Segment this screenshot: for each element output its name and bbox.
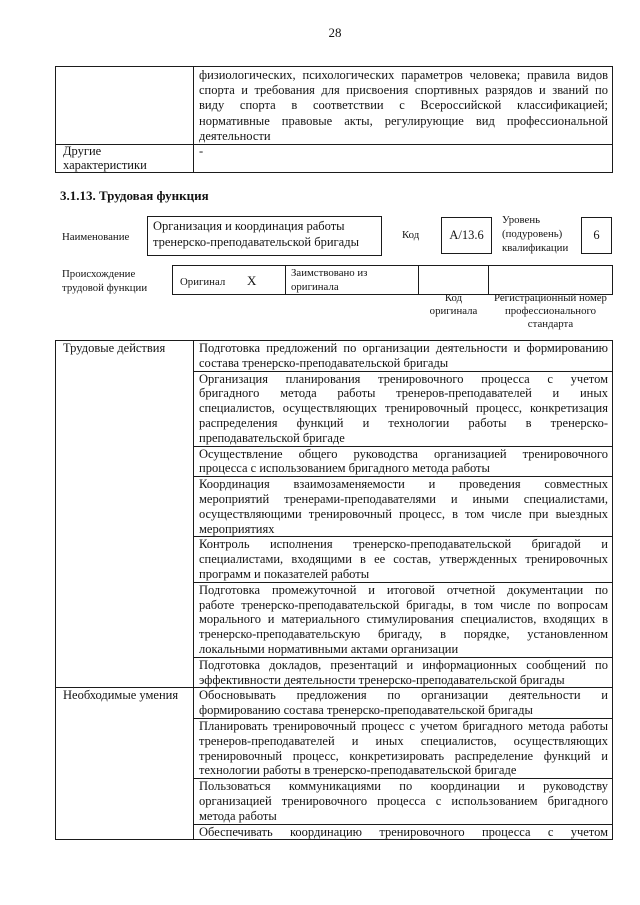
text-line: Происхождение bbox=[62, 268, 136, 280]
text-line: нормативные правовые акты, регулирующие вид профессиональной bbox=[199, 113, 608, 128]
original-code-box bbox=[418, 265, 489, 295]
table-row bbox=[56, 688, 613, 719]
labor-action-item bbox=[194, 477, 613, 537]
labor-function-table bbox=[55, 340, 613, 840]
page-number: 28 bbox=[328, 25, 342, 40]
text-line: Организация и координация работы bbox=[153, 219, 345, 233]
text-line: технологии работы в тренерско-преподавательской бригаде bbox=[199, 763, 517, 778]
skill-item bbox=[194, 688, 613, 719]
text-line: специалистами, входящими в ее состав, утвержденных тренировочных bbox=[199, 552, 608, 567]
other-characteristics-label bbox=[56, 145, 194, 173]
text-line: Код bbox=[444, 292, 463, 304]
required-skills-label: Необходимые умения bbox=[63, 688, 179, 703]
text-line: Координация взаимозаменяемости и проведения совместных bbox=[199, 477, 608, 492]
text-line: Планировать тренировочный процесс с учетом бригадного метода работы bbox=[199, 718, 608, 733]
labor-actions-label: Трудовые действия bbox=[63, 341, 166, 355]
text-line: характеристики bbox=[63, 157, 147, 172]
text-line: организацией тренировочного процесса с использованием бригадного bbox=[199, 793, 608, 808]
original-label: Оригинал bbox=[180, 276, 226, 288]
labor-action-item bbox=[194, 657, 613, 688]
text-line: тренерско-преподавательской бригады bbox=[153, 234, 359, 249]
borrowed-label bbox=[291, 266, 367, 294]
function-code-value: А/13.6 bbox=[449, 228, 484, 242]
text-line: метода работы bbox=[199, 808, 277, 823]
text-line: эффективности деятельности тренерско-преподавательской бригады bbox=[199, 672, 565, 687]
text-line: Обосновывать предложения по организации деятельности и bbox=[199, 688, 608, 703]
table-row bbox=[56, 145, 613, 173]
origin-label bbox=[62, 267, 167, 295]
text-line: тренировочный процесс, конкретизировать распределение функций и bbox=[199, 748, 608, 763]
original-box bbox=[172, 265, 286, 295]
text-line: Другие bbox=[63, 144, 102, 159]
required-skills-label-cell bbox=[56, 688, 194, 840]
text-line: Осуществление общего руководства организацией тренировочного bbox=[199, 446, 608, 461]
borrowed-box bbox=[285, 265, 419, 295]
labor-action-item bbox=[194, 582, 613, 657]
text-line: специалистов, осуществляющих тренировочный процесс, конкретизация bbox=[199, 401, 608, 416]
text-line: программ и показателей работы bbox=[199, 566, 370, 581]
text-line: состава тренерско-преподавательской бригады bbox=[199, 355, 449, 370]
continued-table bbox=[55, 66, 613, 173]
text-line: процесса с использованием бригадного метода работы bbox=[199, 461, 490, 476]
labor-action-item bbox=[194, 537, 613, 582]
text-line: физиологических, психологических параметров человека; правила видов bbox=[199, 68, 608, 82]
skill-item bbox=[194, 779, 613, 824]
text-line: Заимствовано из bbox=[291, 267, 368, 279]
registration-number-caption bbox=[488, 292, 613, 331]
text-line: работе тренерско-преподавательской бригады, в том числе по вопросам bbox=[199, 597, 608, 612]
qualification-level-label bbox=[502, 213, 580, 255]
text-line: (подуровень) bbox=[502, 228, 563, 240]
other-characteristics-value bbox=[194, 145, 613, 173]
text-line: оригинала bbox=[291, 281, 339, 293]
original-check-mark: X bbox=[247, 273, 257, 288]
skill-item bbox=[194, 824, 613, 840]
registration-number-box bbox=[488, 265, 613, 295]
text-line: тренерско-преподавательскую бригаду, в порядке, установленном bbox=[199, 627, 608, 642]
qualification-level-box bbox=[581, 217, 612, 254]
labor-action-item bbox=[194, 446, 613, 477]
text-line: осуществляющими тренировочный процесс, в том числе при выездных bbox=[199, 506, 608, 521]
text-line: мероприятиях bbox=[199, 521, 275, 536]
function-code-box bbox=[441, 217, 492, 254]
text-line: Организация планирования тренировочного процесса с учетом bbox=[199, 371, 608, 386]
code-label: Код bbox=[402, 229, 420, 241]
text-line: деятельности bbox=[199, 128, 271, 143]
text-line: Подготовка предложений по организации деятельности и формированию bbox=[199, 341, 608, 355]
section-heading: 3.1.13. Трудовая функция bbox=[60, 188, 209, 203]
empty-cell bbox=[56, 67, 194, 145]
labor-action-item bbox=[194, 341, 613, 372]
text-line: локальными нормативными актами организации bbox=[199, 641, 459, 656]
text-line: спорта и требования для присвоения спортивных разрядов и званий по bbox=[199, 83, 608, 98]
name-label: Наименование bbox=[62, 231, 130, 243]
text-line: распределения функций и технологии работы в тренерско- bbox=[199, 415, 608, 430]
qualification-level-value: 6 bbox=[593, 228, 600, 242]
text-line: морального и материального стимулирования специалистов, входящих в bbox=[199, 612, 608, 627]
text-line: виду спорта в соответствии с Всероссийской классификацией; bbox=[199, 98, 608, 113]
text-line: - bbox=[199, 144, 204, 159]
text-line: Обеспечивать координацию тренировочного процесса с учетом bbox=[199, 824, 608, 839]
text-line: стандарта bbox=[527, 318, 574, 330]
table-row bbox=[56, 341, 613, 372]
function-name-box bbox=[147, 216, 382, 256]
text-line: Контроль исполнения тренерско-преподавательской бригадой и bbox=[199, 537, 608, 552]
original-code-caption bbox=[418, 292, 489, 318]
text-line: Подготовка докладов, презентаций и информационных сообщений по bbox=[199, 657, 608, 672]
text-line: формированию состава тренерско-преподавательской бригады bbox=[199, 703, 533, 718]
labor-action-item bbox=[194, 371, 613, 446]
text-line: Регистрационный номер bbox=[494, 292, 607, 304]
text-line: Пользоваться коммуникациями по координации и руководству bbox=[199, 779, 608, 794]
labor-actions-label-cell bbox=[56, 341, 194, 688]
text-line: Уровень bbox=[502, 214, 541, 226]
table-row bbox=[56, 67, 613, 145]
skill-item bbox=[194, 718, 613, 778]
text-line: профессионального bbox=[504, 305, 597, 317]
text-line: оригинала bbox=[429, 305, 478, 317]
text-line: квалификации bbox=[502, 242, 569, 254]
text-line: мероприятий тренерами-преподавателями и иными специалистами, bbox=[199, 491, 608, 506]
text-line: бригадного метода работы тренеров-преподавателей и иных bbox=[199, 386, 608, 401]
text-line: тренеров-преподавателей и иных специалистов, осуществляющих bbox=[199, 733, 608, 748]
knowledge-item bbox=[194, 67, 613, 145]
text-line: Подготовка промежуточной и итоговой отчетной документации по bbox=[199, 582, 608, 597]
text-line: трудовой функции bbox=[62, 282, 148, 294]
text-line: преподавательской бригаде bbox=[199, 430, 345, 445]
